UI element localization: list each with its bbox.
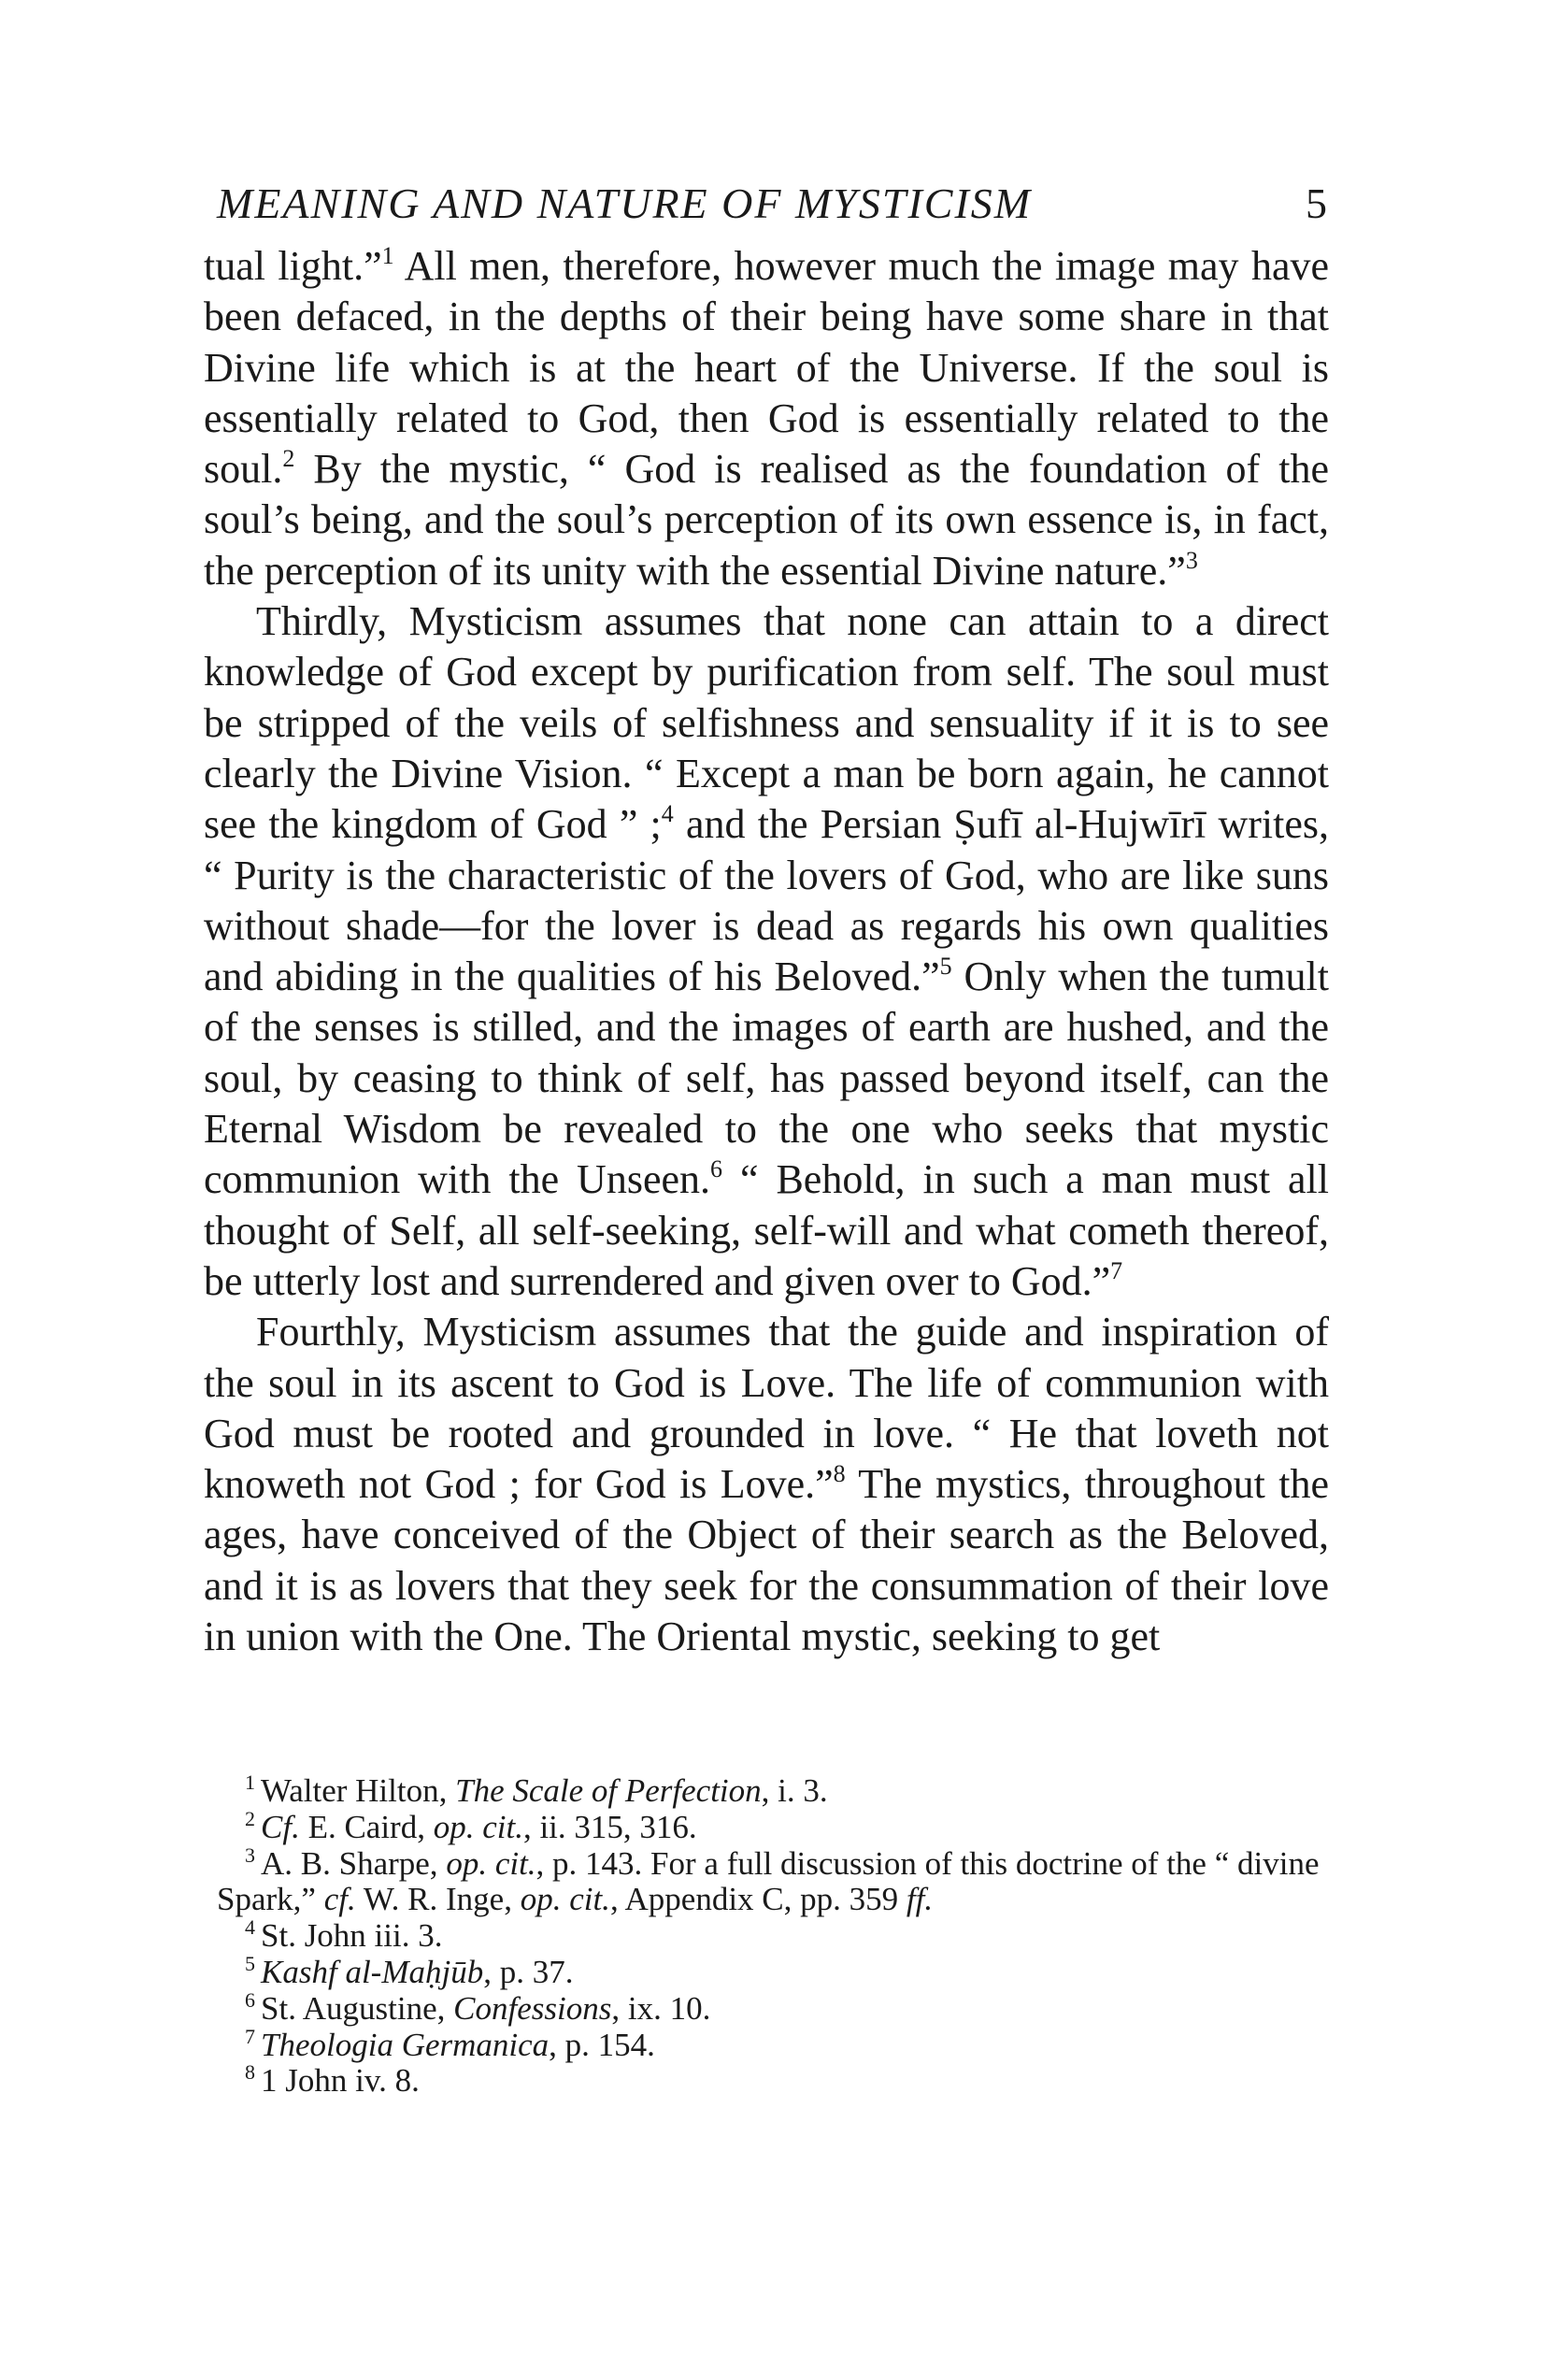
paragraph: Fourthly, Mysticism assumes that the guide and inspiration of the soul in its ascent to God is Love. The life of communion with God must be rooted and grounded in love. “ He that loveth not knoweth not God ; for God is Love.”$^8$ The mystics, throughout the ages, have conceived of the Object of their search as the Beloved, and it is as lovers that they seek for the consummation of their love in union with the One. The Oriental mystic, seeking to get (204, 1309, 1329, 1660)
paragraph: tual light.”$^1$ All men, therefore, however much the image may have been defaced, in the depths of their being have some share in that Divine life which is at the heart of the Universe. If the soul is essentially related to God, then God is essentially related to the soul.$^2$ By the mystic, “ God is realised as the foundation of the soul’s being, and the soul’s perception of its own essence is, in fact, the perception of its unity with the essential Divine nature.”$^3$ (204, 242, 1329, 594)
footnote-ref: 3 (1185, 546, 1198, 574)
footnote-mark: 8 (245, 2060, 255, 2085)
footnote-ref: 1 (381, 242, 394, 269)
footnote-ref: 7 (1110, 1256, 1123, 1284)
footnote: $^7$ Theologia Germanica, p. 154. (245, 2024, 655, 2063)
footnote-ref: 4 (661, 800, 674, 828)
footnote-ref: 5 (939, 953, 952, 981)
paragraph: Thirdly, Mysticism assumes that none can attain to a direct knowledge of God except by purification from self. The soul must be stripped of the veils of selfishness and sensuality if it is to see clearly the Divine Vision. “ Except a man be born again, he cannot see the kingdom of God ” ;$^4$ and the Persian Ṣufī al-Hujwīrī writes, “ Purity is the characteristic of the lovers of God, who are like suns without shade—for the lover is dead as regards his own qualities and abiding in the qualities of his Beloved.”$^5$ Only when the tumult of the senses is stilled, and the images of earth are hushed, and the soul, by ceasing to think of self, has passed beyond itself, can the Eternal Wisdom be revealed to the one who seeks that mystic communion with the Unseen.$^6$ “ Behold, in such a man must all thought of Self, all self-seeking, self-will and what cometh thereof, be utterly lost and surrendered and given over to God.”$^7$ (204, 598, 1330, 1304)
footnote-mark: 6 (245, 1987, 255, 2012)
footnote-mark: 3 (245, 1842, 255, 1867)
running-header (217, 176, 1329, 232)
footnote: $^1$ Walter Hilton, The Scale of Perfection, i. 3. (245, 1771, 828, 1809)
footnote: $^3$ A. B. Sharpe, op. cit., p. 143. For a full discussion of this doctrine of the “ divine Spark,” cf. W. R. Inge, op. cit., Appendix C, pp. 359 ff. (217, 1842, 1320, 1918)
footnote-mark: 5 (245, 1951, 255, 1975)
footnote: $^6$ St. Augustine, Confessions, ix. 10. (245, 1987, 711, 2027)
footnote: $^2$ Cf. E. Caird, op. cit., ii. 315, 316. (245, 1806, 697, 1845)
footnote-ref: 2 (282, 445, 295, 473)
footnote-mark: 4 (245, 1915, 255, 1940)
footnotes (217, 1773, 1329, 2100)
footnote: $^4$ St. John iii. 3. (245, 1915, 443, 1955)
footnote-mark: 1 (245, 1771, 255, 1794)
body-text (204, 241, 1329, 1662)
footnote-mark: 2 (245, 1806, 255, 1830)
footnote-ref: 8 (833, 1460, 846, 1488)
footnote-mark: 7 (245, 2024, 255, 2048)
footnote: $^5$ Kashf al-Maḥjūb, p. 37. (245, 1951, 574, 1990)
page-number: 5 (1306, 179, 1329, 227)
running-title: MEANING AND NATURE OF MYSTICISM (217, 179, 1033, 227)
footnote-ref: 6 (710, 1155, 723, 1183)
footnote: $^8$ 1 John iv. 8. (245, 2060, 420, 2100)
